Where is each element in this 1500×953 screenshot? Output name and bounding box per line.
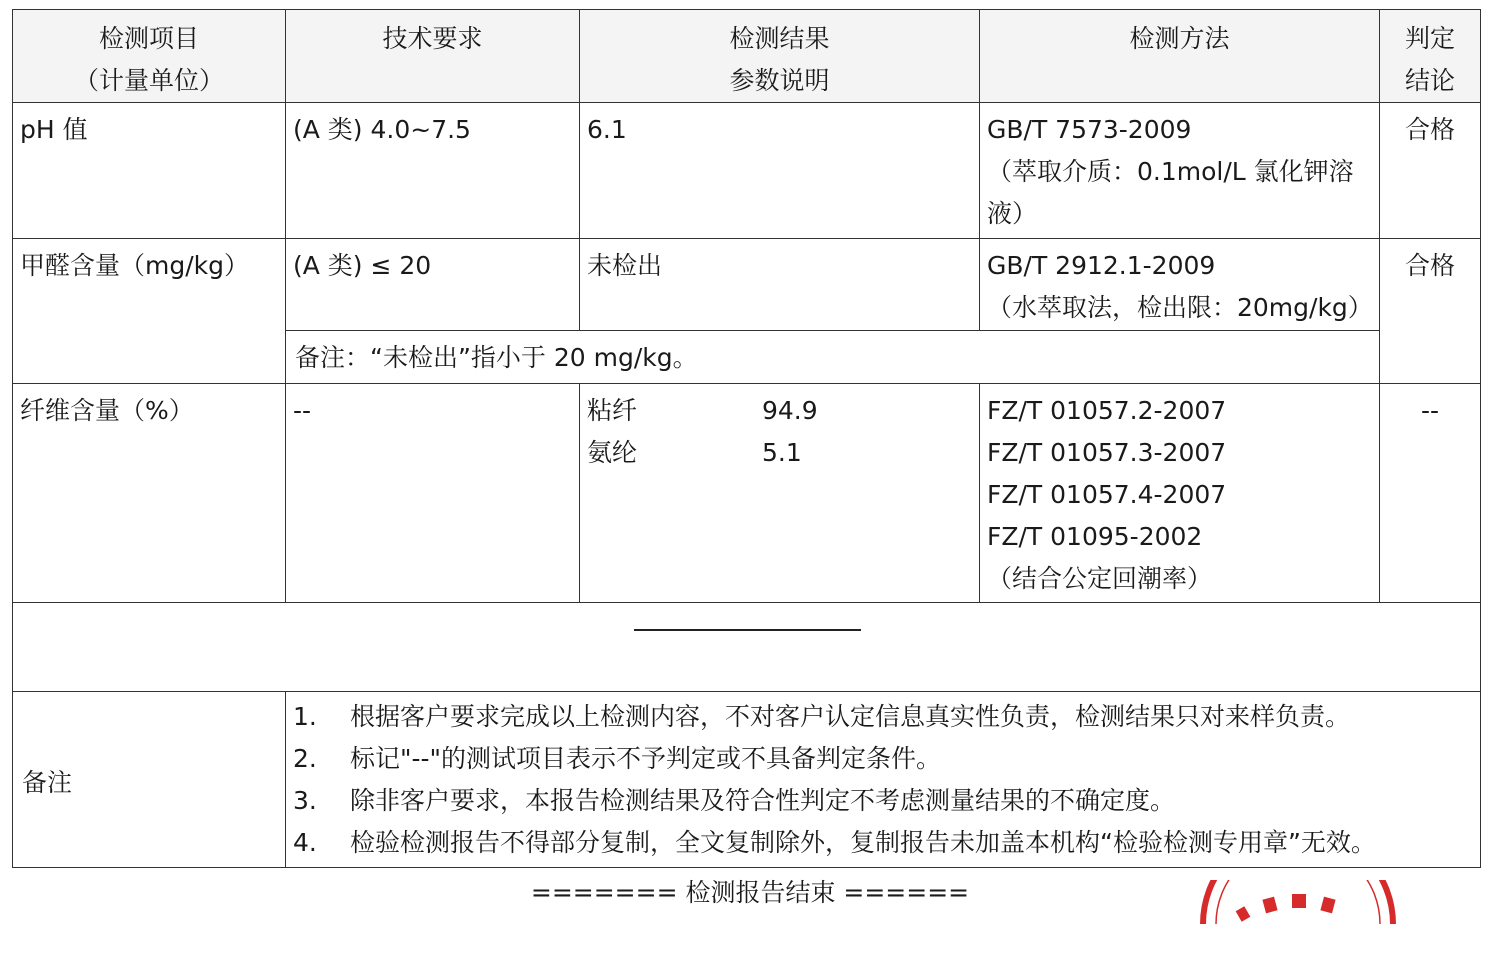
formaldehyde-requirement: (A 类) ≤ 20: [286, 239, 580, 331]
note-number: 1.: [293, 702, 317, 731]
fiber-results: [580, 384, 980, 603]
formaldehyde-method-standard: GB/T 2912.1-2009: [987, 251, 1216, 280]
header-result: [580, 10, 980, 103]
ph-method: [980, 103, 1380, 239]
fiber-requirement: --: [286, 384, 580, 603]
separator-line: [634, 629, 861, 631]
header-method-label: 检测方法: [1129, 24, 1230, 53]
fiber-method: FZ/T 01095-2002: [987, 522, 1203, 551]
header-result-line1: 检测结果: [729, 24, 830, 53]
ph-verdict: 合格: [1380, 103, 1481, 239]
table-row-ph: [13, 103, 1481, 239]
ph-item: pH 值: [13, 103, 286, 239]
fiber-verdict: --: [1380, 384, 1481, 603]
note-number: 2.: [293, 744, 317, 773]
formaldehyde-item: 甲醛含量（mg/kg）: [13, 239, 286, 384]
header-item: [13, 10, 286, 103]
formaldehyde-result: 未检出: [580, 239, 980, 331]
ph-result: 6.1: [580, 103, 980, 239]
ph-method-standard: GB/T 7573-2009: [987, 115, 1192, 144]
note-text: 除非客户要求，本报告检测结果及符合性判定不考虑测量结果的不确定度。: [350, 786, 1176, 815]
note-item: [293, 738, 1473, 780]
table-row-fiber: [13, 384, 1481, 603]
note-number: 3.: [293, 786, 317, 815]
notes-list: [286, 692, 1481, 868]
header-requirement: [286, 10, 580, 103]
note-item: [293, 696, 1473, 738]
official-seal: [1198, 880, 1398, 924]
formaldehyde-verdict: 合格: [1380, 239, 1481, 384]
note-item: [293, 822, 1473, 864]
fiber-name: 氨纶: [587, 438, 638, 467]
header-verdict-line2: 结论: [1404, 66, 1455, 95]
ph-method-detail: （萃取介质：0.1mol/L 氯化钾溶液）: [987, 157, 1354, 228]
test-report: [12, 9, 1480, 868]
note-number: 4.: [293, 828, 317, 857]
fiber-name: 粘纤: [587, 396, 638, 425]
report-end-text: ======= 检测报告结束 ======: [530, 878, 970, 907]
header-result-line2: 参数说明: [729, 66, 830, 95]
fiber-result-row: [587, 390, 972, 432]
formaldehyde-method: [980, 239, 1380, 331]
note-item: [293, 780, 1473, 822]
seal-stamp-icon: [1198, 880, 1398, 924]
fiber-method: FZ/T 01057.4-2007: [987, 480, 1227, 509]
formaldehyde-note: 备注：“未检出”指小于 20 mg/kg。: [286, 331, 1380, 384]
fiber-method-note: （结合公定回潮率）: [987, 564, 1213, 593]
table-row-formaldehyde: [13, 239, 1481, 331]
formaldehyde-method-detail: （水萃取法，检出限：20mg/kg）: [987, 293, 1373, 322]
note-text: 根据客户要求完成以上检测内容，不对客户认定信息真实性负责，检测结果只对来样负责。: [350, 702, 1351, 731]
header-row: [13, 10, 1481, 103]
header-verdict-line1: 判定: [1404, 24, 1455, 53]
results-table: [12, 9, 1481, 868]
ph-requirement: (A 类) 4.0~7.5: [286, 103, 580, 239]
fiber-value: 94.9: [762, 396, 818, 425]
header-requirement-label: 技术要求: [382, 24, 483, 53]
fiber-method: FZ/T 01057.3-2007: [987, 438, 1227, 467]
fiber-methods: [980, 384, 1380, 603]
separator-cell: [13, 603, 1481, 692]
header-item-line1: 检测项目: [98, 24, 199, 53]
fiber-method: FZ/T 01057.2-2007: [987, 396, 1227, 425]
fiber-value: 5.1: [762, 438, 802, 467]
fiber-result-row: [587, 432, 972, 474]
header-item-line2: （计量单位）: [73, 66, 224, 95]
notes-row: [13, 692, 1481, 868]
fiber-item: 纤维含量（%）: [13, 384, 286, 603]
notes-label: 备注: [13, 692, 286, 868]
note-text: 检验检测报告不得部分复制，全文复制除外，复制报告未加盖本机构“检验检测专用章”无效。: [350, 828, 1376, 857]
separator-row: [13, 603, 1481, 692]
header-verdict: [1380, 10, 1481, 103]
header-method: [980, 10, 1380, 103]
note-text: 标记"--"的测试项目表示不予判定或不具备判定条件。: [350, 744, 942, 773]
